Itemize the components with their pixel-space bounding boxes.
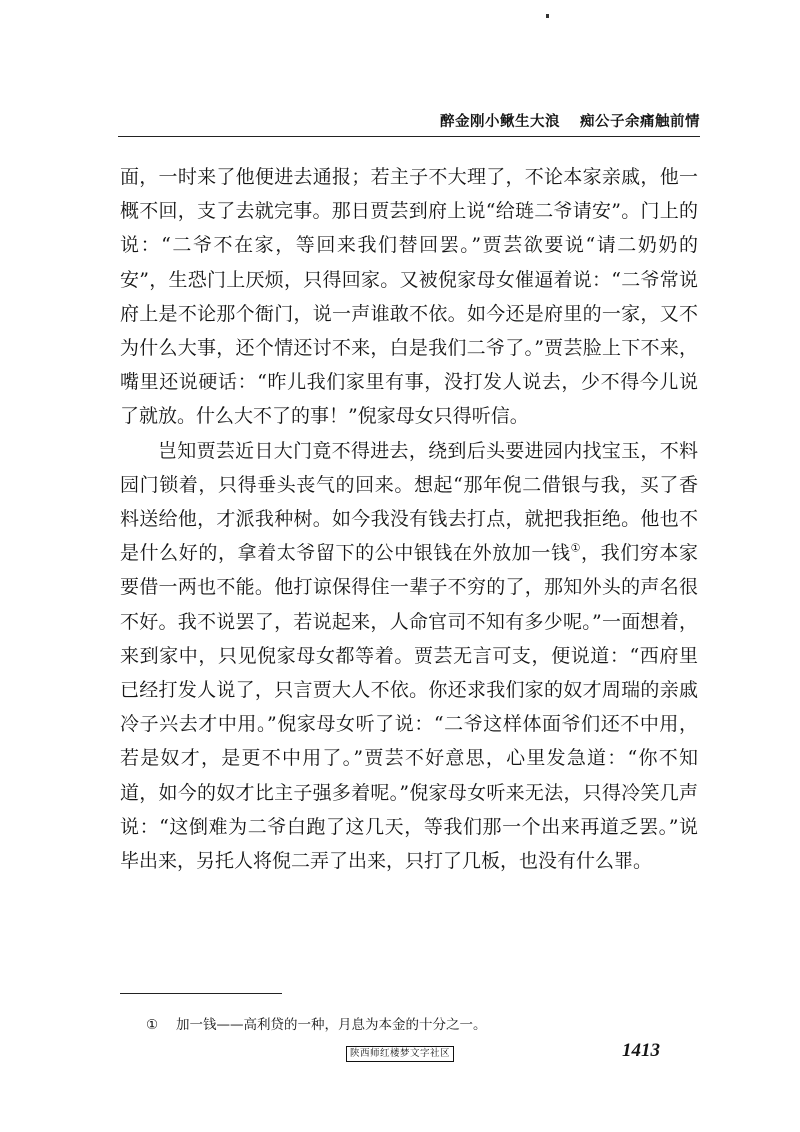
footnote-reference[interactable]: ①: [570, 541, 582, 555]
scan-speck: [546, 14, 549, 18]
body-text: [120, 160, 698, 878]
running-head: [118, 110, 700, 131]
footnote-text: 加一钱——高利贷的一种，月息为本金的十分之一。: [176, 1017, 487, 1033]
running-head-left-title: 醉金刚小鳅生大浪: [440, 113, 560, 130]
paragraph-2: [120, 434, 698, 879]
header-rule: [118, 136, 700, 137]
paragraph-1-text: 面，一时来了他便进去通报；若主子不大理了，不论本家亲戚，他一概不回，支了去就完事。那日贾芸到府上说“给琏二爷请安”。门上的说：“二爷不在家，等回来我们替回罢。”贾芸欲要说“请二奶奶的安”，生恐门上厌烦，只得回家。又被倪家母女催逼着说：“二爷常说府上是不论那个衙门，说一声谁敢不依。如今还是府里的一家，又不为什么大事，还个情还讨不来，白是我们二爷了。”贾芸脸上下不来，嘴里还说硬话：“昨儿我们家里有事，没打发人说去，少不得今儿说了就放。什么大不了的事！”倪家母女只得听信。: [120, 166, 698, 428]
paragraph-2-text-b: ，我们穷本家要借一两也不能。他打谅保得住一辈子不穷的了，那知外头的声名很不好。我不说罢了，若说起来，人命官司不知有多少呢。”一面想着，来到家中，只见倪家母女都等着。贾芸无言可支，便说道：“西府里已经打发人说了，只言贾大人不依。你还求我们家的奴才周瑞的亲戚冷子兴去才中用。”倪家母女听了说：“二爷这样体面爷们还不中用，若是奴才，是更不中用了。”贾芸不好意思，心里发急道：“你不知道，如今的奴才比主子强多着呢。”倪家母女听来无法，只得冷笑几声说：“这倒难为二爷白跑了这几天，等我们那一个出来再道乏罢。”说毕出来，另托人将倪二弄了出来，只打了几板，也没有什么罪。: [120, 542, 698, 873]
footnote-rule: [120, 993, 282, 994]
library-stamp: 陕西师红楼梦文字社区: [346, 1046, 454, 1062]
page-number: 1413: [622, 1040, 660, 1061]
footnote: [146, 1016, 706, 1034]
footnote-mark: ①: [146, 1017, 159, 1033]
paragraph-1: [120, 160, 698, 434]
running-head-right-title: 痴公子余痛触前情: [580, 113, 700, 130]
paragraph-2-text-a: 岂知贾芸近日大门竟不得进去，绕到后头要进园内找宝玉，不料园门锁着，只得垂头丧气的回来。想起“那年倪二借银与我，买了香料送给他，才派我种树。如今我没有钱去打点，就把我拒绝。他也不是什么好的，拿着太爷留下的公中银钱在外放加一钱: [120, 439, 698, 565]
